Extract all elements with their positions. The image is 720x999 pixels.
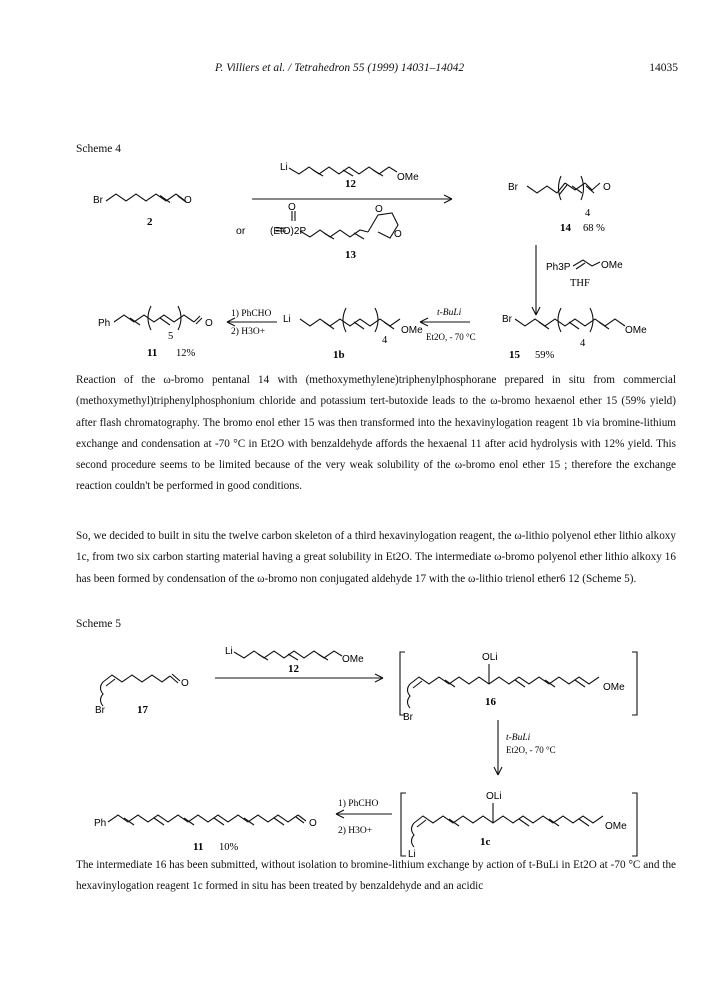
s4-n4-15: 4 [580, 338, 586, 349]
s4-yield-14: 68 % [583, 223, 605, 234]
cmpd13-chain [300, 230, 368, 237]
s4-eto2p: (EtO)2P [270, 226, 307, 237]
s4-yield-15: 59% [535, 350, 555, 361]
scheme4-diagram [0, 150, 720, 365]
s5-li-1c: Li [408, 849, 416, 860]
s5-cond: Et2O, - 70 °C [506, 745, 556, 755]
scheme5-diagram [0, 630, 720, 860]
s5-ome-1c: OMe [605, 821, 627, 832]
s5-br-17: Br [95, 705, 105, 716]
cmpd11-chain-s5 [108, 815, 298, 822]
paragraph-2: So, we decided to built in situ the twelve carbon skeleton of a third hexavinylogation reagent, the ω-lithio polyenol ether lithio alkoxy 1c, from two six carbon starting material having a great solubility in Et2O. The intermediate ω-bromo polyenol ether lithio alkoxy 16 has been formed by condensation of the ω-bromo non conjugated aldehyde 17 with the ω-lithio trienol ether6 12 (Scheme 5). [76, 530, 676, 585]
s5-cmpd-17: 17 [137, 704, 148, 716]
s4-o-phosphonate: O [288, 202, 296, 213]
running-header [0, 62, 720, 80]
bracket-16-left [400, 652, 405, 715]
s4-step2: 2) H3O+ [231, 327, 266, 337]
s5-step2: 2) H3O+ [338, 826, 373, 836]
s4-n4-1b: 4 [382, 335, 388, 346]
s4-br-2: Br [93, 195, 103, 206]
s4-or: or [236, 225, 246, 237]
s4-cmpd-2: 2 [147, 216, 153, 228]
s4-cmpd-1b: 1b [333, 349, 345, 361]
cmpd1c-chain [414, 816, 603, 823]
s4-step1: 1) PhCHO [231, 309, 272, 319]
scheme4-label: Scheme 4 [76, 143, 122, 155]
s4-o-14: O [603, 182, 611, 193]
s5-br-16: Br [403, 712, 413, 723]
s4-cmpd-15: 15 [509, 349, 520, 361]
s4-ome-15: OMe [625, 325, 647, 336]
bracket-1c-left [401, 793, 406, 856]
s4-o-2: O [184, 195, 192, 206]
s4-ome-12: OMe [397, 172, 419, 183]
s4-n4-14: 4 [585, 208, 591, 219]
s4-cmpd-11: 11 [147, 347, 158, 359]
s4-n5-11: 5 [168, 331, 174, 342]
s5-yield-11: 10% [219, 842, 239, 853]
s5-o-17: O [181, 678, 189, 689]
s4-li-12: Li [280, 162, 288, 173]
s4-ph-11: Ph [98, 318, 111, 329]
s4-thf: THF [570, 278, 590, 289]
cmpd16-chain [410, 677, 599, 684]
s5-li-12: Li [225, 646, 233, 657]
s4-o-ring-b: O [394, 229, 402, 240]
paragraph-3: The intermediate 16 has been submitted, without isolation to bromine-lithium exchange by action of t-BuLi in Et2O at -70 °C and the hexavinylogation reagent 1c formed in situ has been treated by benzaldehyde and an acidic [76, 859, 676, 893]
page-number: 14035 [649, 62, 678, 74]
s5-o-11: O [309, 818, 317, 829]
s5-cmpd-16: 16 [485, 696, 496, 708]
s4-ome-1b: OMe [401, 325, 423, 336]
s4-tbuli: t-BuLi [437, 308, 462, 318]
s5-ome-12: OMe [342, 654, 364, 665]
s4-cmpd-12: 12 [345, 178, 356, 190]
bracket-1c-right [632, 793, 637, 856]
s5-cmpd-11: 11 [193, 841, 204, 853]
bracket-16-right [632, 652, 637, 715]
s5-cmpd-12: 12 [288, 663, 299, 675]
s4-o-ring-a: O [375, 204, 383, 215]
s4-br-14: Br [508, 182, 518, 193]
scheme5-label: Scheme 5 [76, 618, 122, 630]
s4-li-1b: Li [283, 314, 291, 325]
s5-cmpd-1c: 1c [480, 836, 491, 848]
s4-ph3p: Ph3P [546, 262, 571, 273]
s5-oli-16: OLi [482, 652, 498, 663]
s4-yield-11: 12% [176, 348, 196, 359]
cmpd11-chain-s4 [114, 315, 194, 322]
s4-br-15: Br [502, 314, 512, 325]
s4-ome-ylide: OMe [601, 260, 623, 271]
s5-oli-1c: OLi [486, 791, 502, 802]
s5-ome-16: OMe [603, 682, 625, 693]
paragraph-1: Reaction of the ω-bromo pentanal 14 with (methoxymethylene)triphenylphosphorane prepared in situ from commercial (methoxymethyl)triphenylphosphonium chloride and potassium tert-butoxide leads to the ω-bromo hexaenol ether 15 (59% yield) after flash chromatography. The bromo enol ether 15 was then transformed into the hexavinylogation reagent 1b via bromine-lithium exchange and condensation at -70 °C in Et2O with benzaldehyde affords the hexaenal 11 after acid hydrolysis with 12% yield. This second procedure seems to be limited because of the very weak solubility of the ω-bromo enol ether 15 ; therefore the exchange reaction couldn't be performed in good conditions. [76, 374, 676, 493]
s4-o-11: O [205, 318, 213, 329]
s4-cond: Et2O, - 70 °C [426, 332, 476, 342]
s4-cmpd-13: 13 [345, 249, 356, 261]
s5-ph-11: Ph [94, 818, 107, 829]
s4-cmpd-14: 14 [560, 222, 571, 234]
s5-tbuli: t-BuLi [506, 733, 531, 743]
cmpd14-chain [527, 186, 557, 193]
running-title: P. Villiers et al. / Tetrahedron 55 (1999) 14031–14042 [215, 62, 465, 74]
s5-step1: 1) PhCHO [338, 799, 379, 809]
